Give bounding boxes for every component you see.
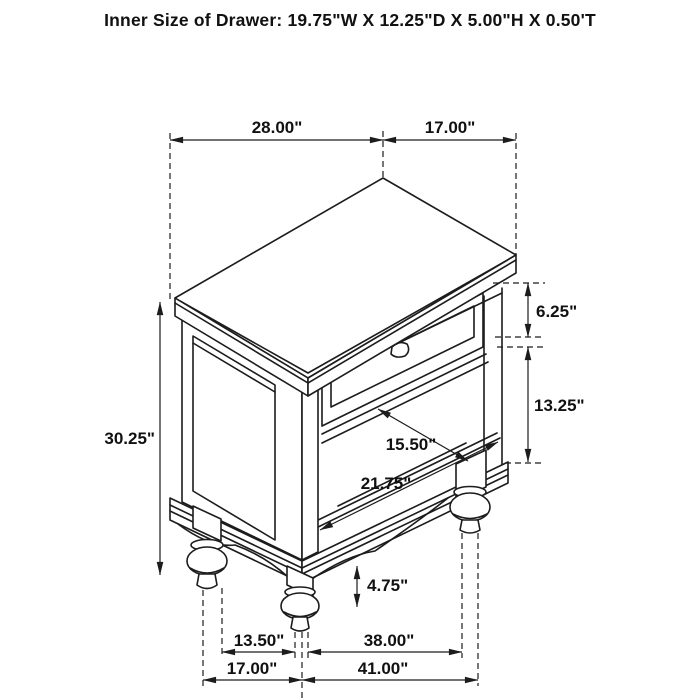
left-foot xyxy=(187,540,227,589)
dim-label-foot-spacing-front: 38.00" xyxy=(363,631,415,650)
dim-label-top-width: 28.00" xyxy=(251,118,303,137)
dim-label-base-width: 41.00" xyxy=(357,659,409,678)
dim-label-overall-height: 30.25" xyxy=(104,429,155,448)
dim-label-drawer-face-height: 6.25" xyxy=(536,302,578,321)
front-foot xyxy=(281,587,319,631)
nightstand-drawing xyxy=(170,178,516,631)
dim-label-opening-height: 13.25" xyxy=(534,396,585,415)
front-corner-post xyxy=(302,382,318,560)
dim-label-base-depth: 17.00" xyxy=(226,659,278,678)
dim-label-apron-height: 4.75" xyxy=(367,576,409,595)
page-title: Inner Size of Drawer: 19.75"W X 12.25"D X 5.00"H X 0.50'T xyxy=(104,10,596,30)
dim-label-opening-depth: 15.50" xyxy=(385,435,437,454)
dim-label-foot-spacing-side: 13.50" xyxy=(233,631,285,650)
dim-label-opening-width: 21.75" xyxy=(360,474,412,493)
right-foot xyxy=(450,487,490,534)
dim-label-top-depth: 17.00" xyxy=(424,118,476,137)
